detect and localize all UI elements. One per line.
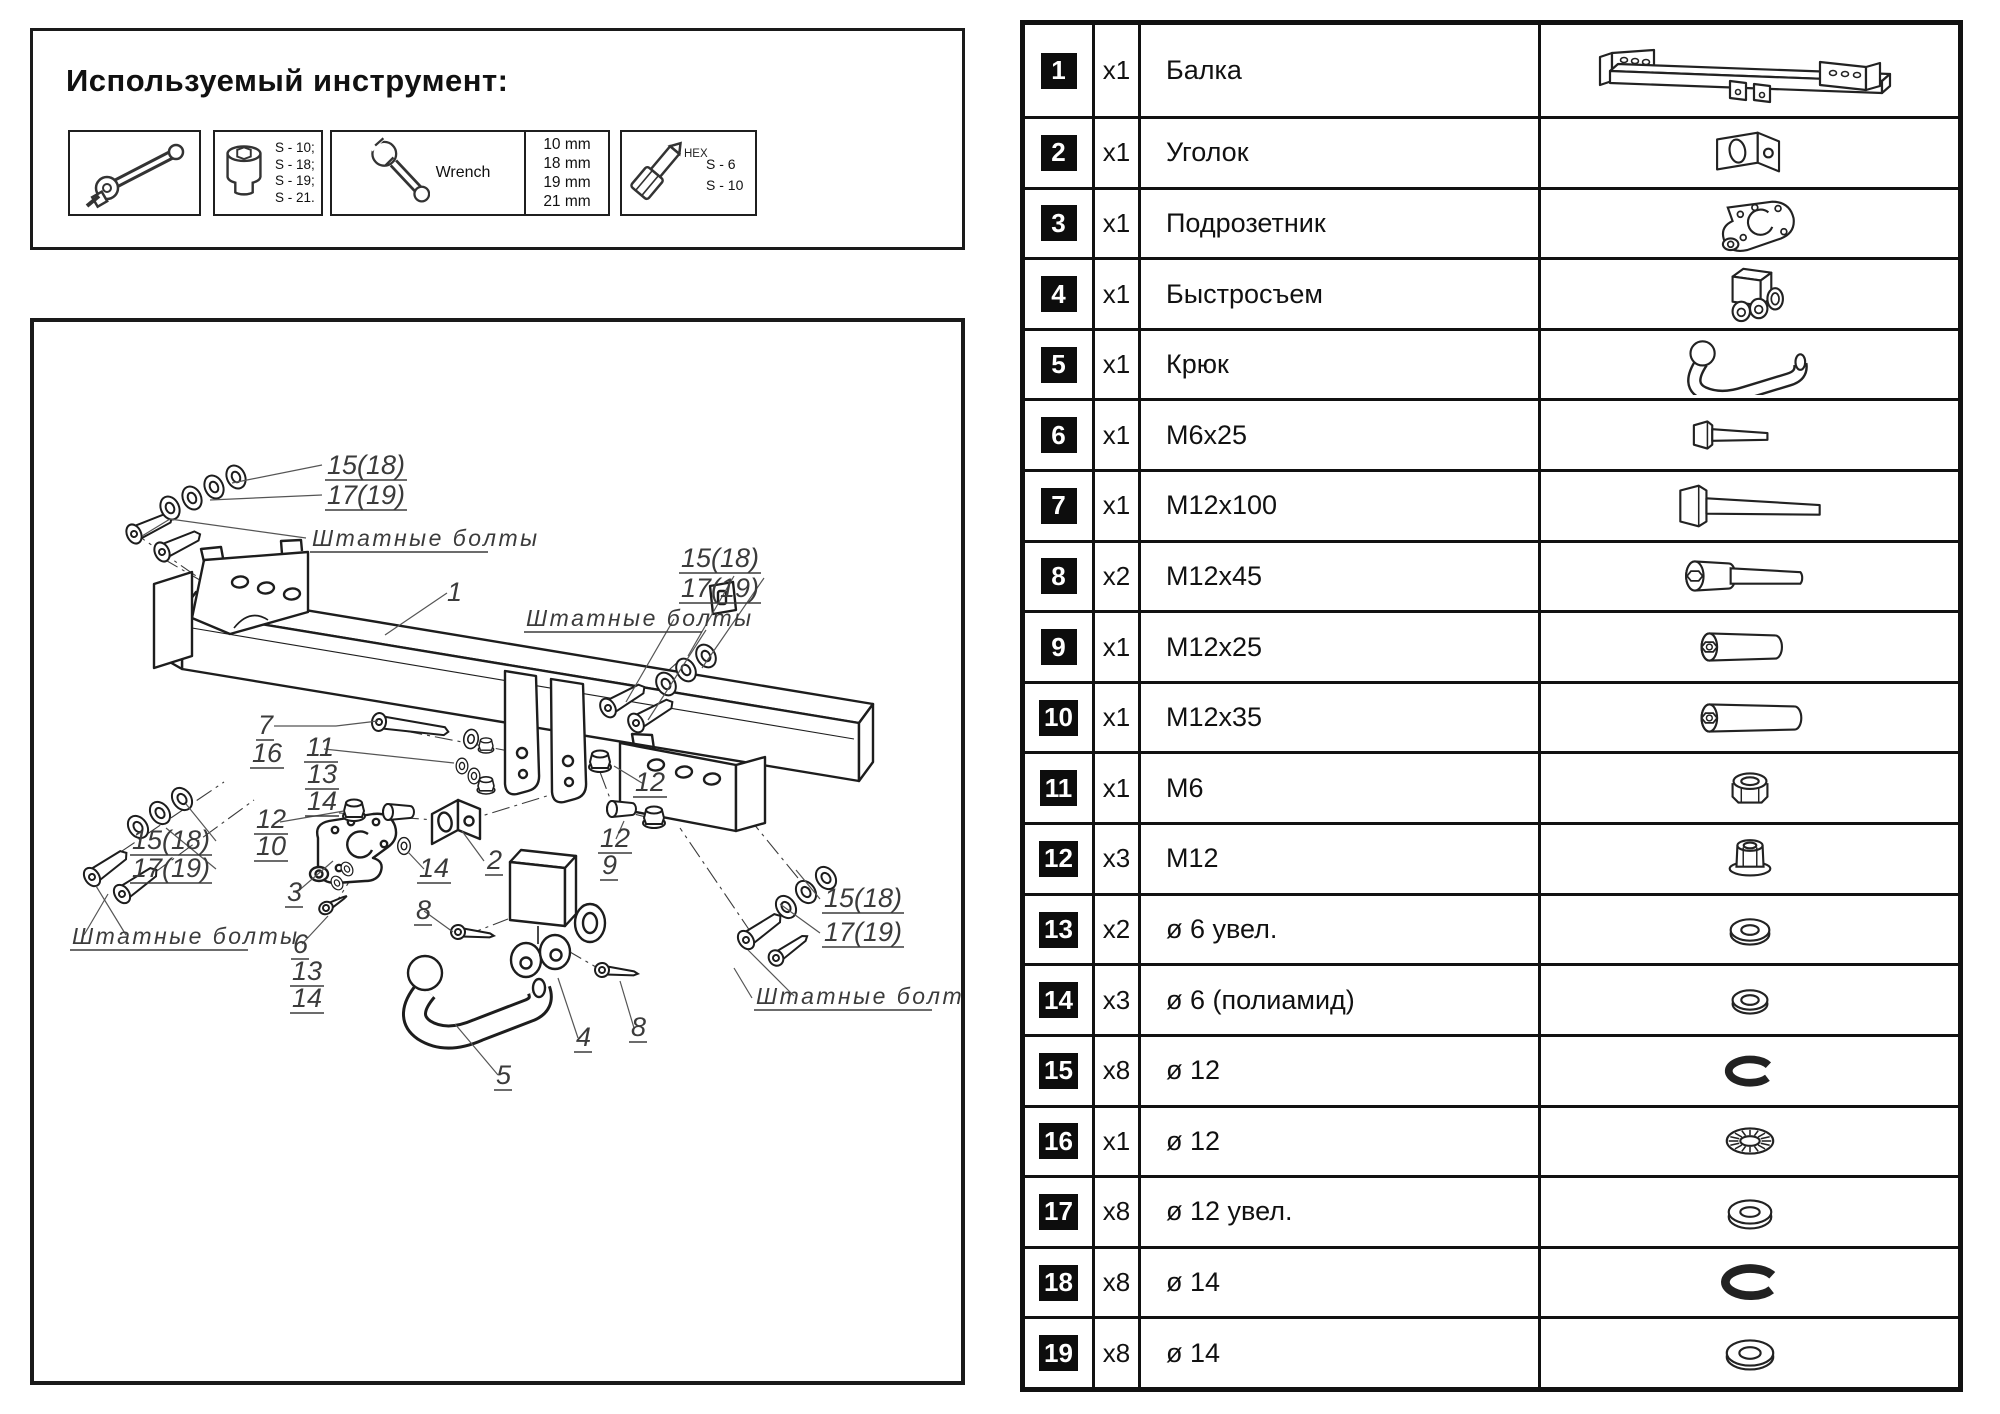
part-number-cell [1025,119,1095,187]
part-image-cell [1541,1319,1958,1387]
diagram-label: 9 [602,850,618,880]
part-number-badge: 7 [1041,488,1077,524]
diagram-label: 2 [487,845,503,875]
part-number-cell [1025,1037,1095,1105]
diagram-label: 15(18) [132,825,211,855]
hex-sizes: S - 6 S - 10 [706,156,744,193]
part-number-cell [1025,1108,1095,1176]
part-image-cell [1541,684,1958,752]
part-name-cell: Крюк [1141,331,1541,399]
part-number-badge: 12 [1039,841,1078,877]
tools-title: Используемый инструмент: [66,63,509,98]
part-image-cell [1541,613,1958,681]
part-image-cell [1541,472,1958,540]
diagram-label: 13 [307,759,338,789]
part-drawing-socket_bolt [1580,546,1920,606]
part-qty-cell: x1 [1095,613,1141,681]
diagram-label: 15(18) [824,883,903,913]
wrench-sizes: 10 mm 18 mm 19 mm 21 mm [524,132,608,214]
part-image-cell [1541,1037,1958,1105]
part-image-cell [1541,825,1958,893]
part-name-cell: Подрозетник [1141,190,1541,258]
part-number-cell [1025,896,1095,964]
diagram-label: 1 [447,577,463,607]
diagram-label: 3 [287,877,303,907]
part-qty-cell: x8 [1095,1037,1141,1105]
part-name-cell: ø 14 [1141,1319,1541,1387]
part-number-cell [1025,472,1095,540]
part-drawing-washer_big [1580,1323,1920,1383]
part-number-cell [1025,331,1095,399]
part-number-badge: 15 [1039,1053,1078,1089]
part-qty-cell: x1 [1095,331,1141,399]
socket-icon [215,134,273,212]
wrench-tool-cell [330,130,610,216]
part-image-cell [1541,25,1958,116]
part-number-cell [1025,825,1095,893]
part-drawing-bolt_s [1580,405,1920,465]
table-row [1025,754,1958,825]
part-name-cell: ø 6 (полиамид) [1141,966,1541,1034]
part-image-cell [1541,966,1958,1034]
part-number-badge: 18 [1039,1265,1078,1301]
part-number-badge: 16 [1039,1123,1078,1159]
part-name-cell: Быстросъем [1141,260,1541,328]
part-name-cell: М12 [1141,825,1541,893]
diagram-label: 17(19) [327,480,406,510]
part-number-badge: 2 [1041,135,1077,171]
part-number-cell [1025,754,1095,822]
diagram-label: 12 [635,767,666,797]
part-drawing-bolt_l [1580,476,1920,536]
tools-panel [30,28,965,250]
part-qty-cell: x1 [1095,260,1141,328]
table-row [1025,966,1958,1037]
part-drawing-spring [1580,1041,1920,1101]
part-number-badge: 4 [1041,276,1077,312]
part-qty-cell: x2 [1095,896,1141,964]
diagram-label: 10 [256,831,287,861]
diagram-label: 4 [576,1022,592,1052]
part-image-cell [1541,1108,1958,1176]
part-number-cell [1025,1178,1095,1246]
part-number-badge: 17 [1039,1194,1078,1230]
diagram-label: 14 [307,786,338,816]
table-row [1025,1178,1958,1249]
part-number-badge: 10 [1039,700,1078,736]
table-row [1025,25,1958,119]
diagram-label: 7 [258,710,274,740]
exploded-view-panel [30,318,965,1385]
part-image-cell [1541,754,1958,822]
part-qty-cell: x3 [1095,825,1141,893]
part-name-cell: М6х25 [1141,401,1541,469]
part-drawing-nut_flange [1580,829,1920,889]
part-number-badge: 9 [1041,629,1077,665]
part-number-cell [1025,260,1095,328]
part-name-cell: Уголок [1141,119,1541,187]
table-row [1025,1319,1958,1387]
part-number-cell [1025,401,1095,469]
diagram-label: 12 [600,823,631,853]
diagram-label: 15(18) [681,543,760,573]
diagram-label: 16 [252,738,283,768]
tow-ball [408,956,442,990]
exploded-view-drawing [34,322,961,1381]
part-drawing-washer_thick [1580,1182,1920,1242]
part-qty-cell: x1 [1095,25,1141,116]
part-qty-cell: x3 [1095,966,1141,1034]
part-drawing-nut_nylock [1580,758,1920,818]
part-number-badge: 11 [1040,770,1078,806]
part-number-badge: 1 [1041,53,1077,89]
part-qty-cell: x1 [1095,119,1141,187]
diagram-label: 8 [416,895,432,925]
table-row [1025,1108,1958,1179]
part-qty-cell: x1 [1095,754,1141,822]
part-number-badge: 13 [1039,912,1078,948]
ratchet-tool-cell [68,130,201,216]
part-image-cell [1541,1249,1958,1317]
part-name-cell: М12х45 [1141,543,1541,611]
part-name-cell: М12х35 [1141,684,1541,752]
diagram-label: 11 [306,732,335,762]
part-qty-cell: x8 [1095,1319,1141,1387]
part-qty-cell: x2 [1095,543,1141,611]
part-name-cell: М6 [1141,754,1541,822]
part-image-cell [1541,190,1958,258]
diagram-label: 17(19) [824,917,903,947]
part-drawing-beam [1580,29,1920,113]
diagram-label: 5 [496,1060,512,1090]
part-number-cell [1025,190,1095,258]
part-qty-cell: x1 [1095,401,1141,469]
diagram-label: Штатные болты [526,605,754,631]
part-number-badge: 14 [1039,982,1078,1018]
part-number-badge: 8 [1041,558,1077,594]
part-number-cell [1025,25,1095,116]
part-name-cell: М12х100 [1141,472,1541,540]
part-number-cell [1025,1319,1095,1387]
part-drawing-washer [1580,900,1920,960]
diagram-label: 6 [293,929,309,959]
part-number-badge: 19 [1039,1335,1078,1371]
part-image-cell [1541,331,1958,399]
part-image-cell [1541,543,1958,611]
part-number-cell [1025,543,1095,611]
part-image-cell [1541,260,1958,328]
diagram-label: 8 [631,1012,647,1042]
diagram-label: 14 [419,853,450,883]
table-row [1025,825,1958,896]
part-name-cell: Балка [1141,25,1541,116]
part-qty-cell: x1 [1095,472,1141,540]
socket-tool-cell [213,130,323,216]
part-name-cell: ø 12 [1141,1108,1541,1176]
table-row [1025,896,1958,967]
part-number-cell [1025,966,1095,1034]
table-row [1025,472,1958,543]
part-image-cell [1541,1178,1958,1246]
part-number-cell [1025,1249,1095,1317]
part-drawing-hook [1580,335,1920,395]
part-name-cell: ø 6 увел. [1141,896,1541,964]
part-qty-cell: x1 [1095,1108,1141,1176]
diagram-label: Штатные болты [72,923,300,949]
part-image-cell [1541,401,1958,469]
diagram-label: Штатные болты [312,525,540,551]
table-row [1025,1249,1958,1320]
diagram-label: Штатные болты [756,983,961,1009]
table-row [1025,260,1958,331]
part-qty-cell: x8 [1095,1249,1141,1317]
diagram-label: 15(18) [327,450,406,480]
part-name-cell: ø 14 [1141,1249,1541,1317]
part-drawing-quick [1580,264,1920,324]
part-name-cell: ø 12 увел. [1141,1178,1541,1246]
hex-bit-icon [624,132,704,212]
hex-label: HEX [684,148,708,160]
part-drawing-washer_s [1580,970,1920,1030]
part-name-cell: М12х25 [1141,613,1541,681]
table-row [1025,1037,1958,1108]
diagram-label: 14 [292,983,323,1013]
parts-table [1020,20,1963,1392]
table-row [1025,190,1958,261]
part-image-cell [1541,896,1958,964]
part-drawing-sleeve_s [1580,617,1920,677]
table-row [1025,119,1958,190]
wrench-icon [366,134,430,212]
part-drawing-plate [1580,193,1920,253]
part-number-badge: 5 [1041,347,1077,383]
part-image-cell [1541,119,1958,187]
diagram-label: 13 [292,956,323,986]
diagram-label: 17(19) [681,573,760,603]
part-qty-cell: x1 [1095,684,1141,752]
table-row [1025,543,1958,614]
part-number-cell [1025,684,1095,752]
table-row [1025,401,1958,472]
wrench-label: Wrench [435,164,491,181]
socket-sizes: S - 10; S - 18; S - 19; S - 21. [275,140,315,205]
part-drawing-star [1580,1111,1920,1171]
diagram-label: 12 [256,804,287,834]
part-drawing-sleeve_m [1580,688,1920,748]
part-number-badge: 6 [1041,417,1077,453]
table-row [1025,613,1958,684]
ratchet-icon [75,134,195,212]
table-row [1025,684,1958,755]
part-qty-cell: x8 [1095,1178,1141,1246]
part-number-cell [1025,613,1095,681]
diagram-label: 17(19) [132,853,211,883]
part-drawing-angle [1580,123,1920,183]
part-name-cell: ø 12 [1141,1037,1541,1105]
part-number-badge: 3 [1041,205,1077,241]
part-drawing-spring_big [1580,1253,1920,1313]
part-qty-cell: x1 [1095,190,1141,258]
table-row [1025,331,1958,402]
towbar-parts [154,540,873,1037]
hex-tool-cell [620,130,757,216]
